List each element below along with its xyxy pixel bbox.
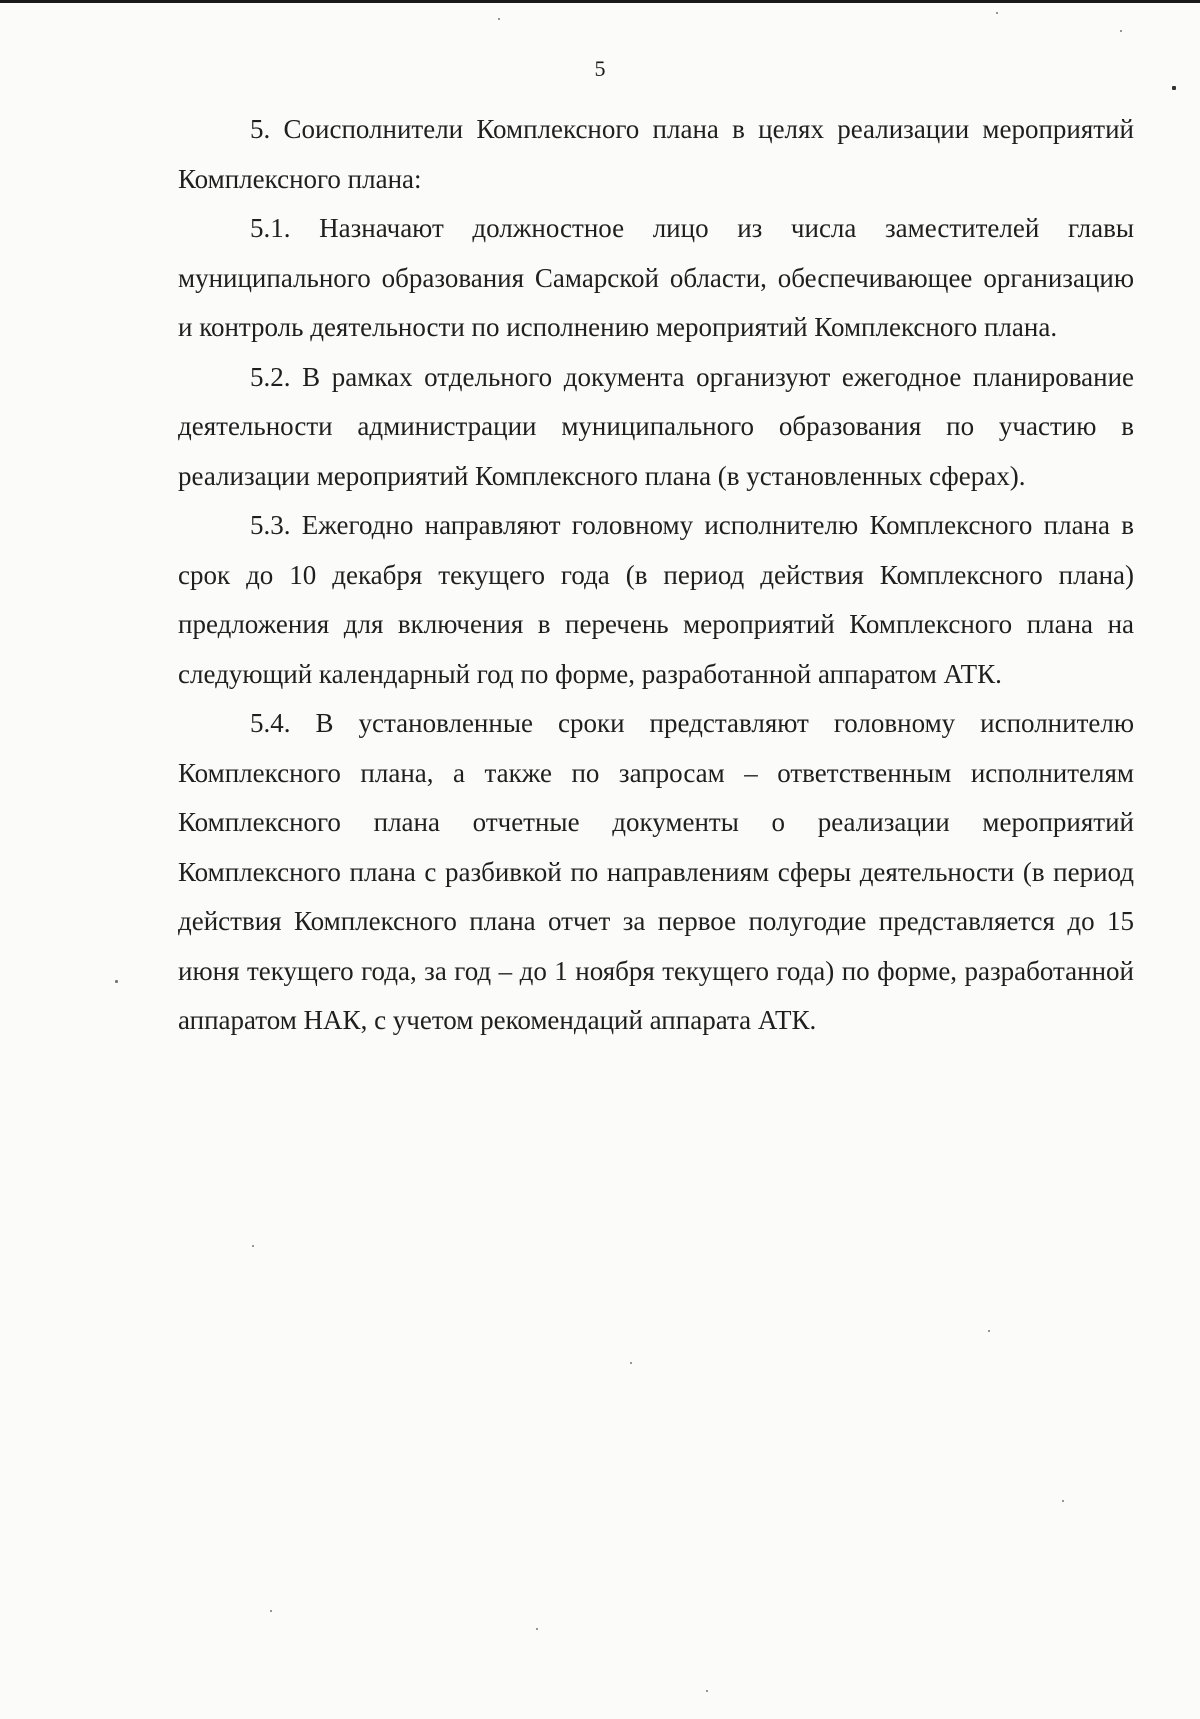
paragraph-5: 5. Соисполнители Комплексного плана в целях реализации мероприятий Комплексного плана: [178,114,1134,194]
top-edge-line [0,0,1200,3]
scan-speck [706,1690,708,1692]
paragraph-5-4: 5.4. В установленные сроки представляют головному исполнителю Комплексного плана, а также по запросам – ответственным исполнителям Комплексного плана отчетные документы о реализации мероприятий Комплексного плана с разбивкой по направлениям сферы деятельности (в период действия Комплексного плана отчет за первое полугодие представляется до 15 июня текущего года, за год – до 1 ноября текущего года) по форме, разработанной аппаратом НАК, с учетом рекомендаций аппарата АТК. [178,708,1134,1035]
scan-speck [1062,1500,1064,1502]
paragraph-5-3: 5.3. Ежегодно направляют головному исполнителю Комплексного плана в срок до 10 декабря текущего года (в период действия Комплексного плана) предложения для включения в перечень мероприятий Комплексного плана на следующий календарный год по форме, разработанной аппаратом АТК. [178,510,1134,689]
scan-speck [1120,30,1122,32]
scan-speck [996,12,998,14]
paragraph-5-1: 5.1. Назначают должностное лицо из числа заместителей главы муниципального образования Самарской области, обеспечивающее организацию и контроль деятельности по исполнению мероприятий Комплексного плана. [178,213,1134,342]
page-number: 5 [594,56,606,81]
scan-speck [536,1628,538,1630]
document-body [178,105,1134,1046]
scan-speck [252,1245,254,1247]
scan-speck [630,1362,632,1364]
scan-speck [498,18,500,20]
scan-speck [270,1610,272,1612]
scan-speck [1172,86,1176,90]
paragraph-5-2: 5.2. В рамках отдельного документа организуют ежегодное планирование деятельности администрации муниципального образования по участию в реализации мероприятий Комплексного плана (в установленных сферах). [178,361,1134,491]
scan-speck [988,1330,990,1332]
scan-speck [115,980,118,983]
